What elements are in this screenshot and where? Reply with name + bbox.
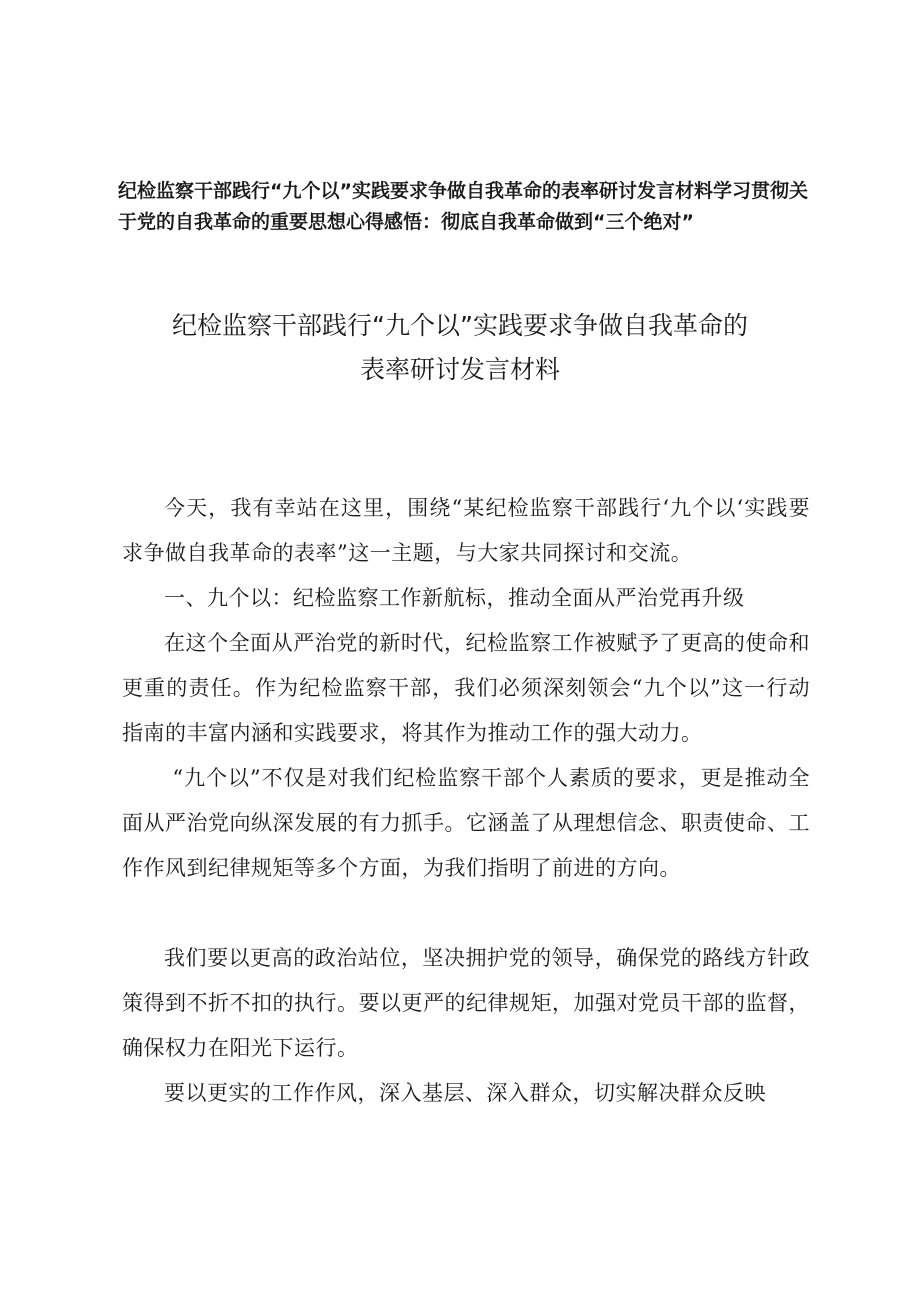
paragraph: 在这个全面从严治党的新时代，纪检监察工作被赋予了更高的使命和更重的责任。作为纪检监察干部，我们必须深刻领会“九个以”这一行动指南的丰富内涵和实践要求，将其作为推动工作的强大动力。 [122,631,810,745]
document-header: 纪检监察干部践行“九个以”实践要求争做自我革命的表率研讨发言材料学习贯彻关于党的自我革命的重要思想心得感悟：彻底自我革命做到“三个绝对” [118,180,808,233]
paragraph: 要以更实的工作作风，深入基层、深入群众，切实解决群众反映 [164,1081,766,1105]
paragraph: 我们要以更高的政治站位，坚决拥护党的领导，确保党的路线方针政策得到不折不扣的执行。要以更严的纪律规矩，加强对党员干部的监督，确保权力在阳光下运行。 [122,946,810,1060]
title-line-2: 表率研讨发言材料 [359,355,560,384]
section-heading-1: 一、九个以：纪检监察工作新航标，推动全面从严治党再升级 [164,586,745,610]
document-body [122,486,810,1116]
paragraph-intro: 今天，我有幸站在这里，围绕“某纪检监察干部践行‘九个以‘实践要求争做自我革命的表率”这一主题，与大家共同探讨和交流。 [122,496,810,565]
title-line-1: 纪检监察干部践行“九个以”实践要求争做自我革命的 [172,311,748,340]
document-title [110,304,810,392]
paragraph-gap [122,891,810,936]
paragraph: “九个以”不仅是对我们纪检监察干部个人素质的要求，更是推动全面从严治党向纵深发展的有力抓手。它涵盖了从理想信念、职责使命、工作作风到纪律规矩等多个方面，为我们指明了前进的方向。 [122,766,810,880]
